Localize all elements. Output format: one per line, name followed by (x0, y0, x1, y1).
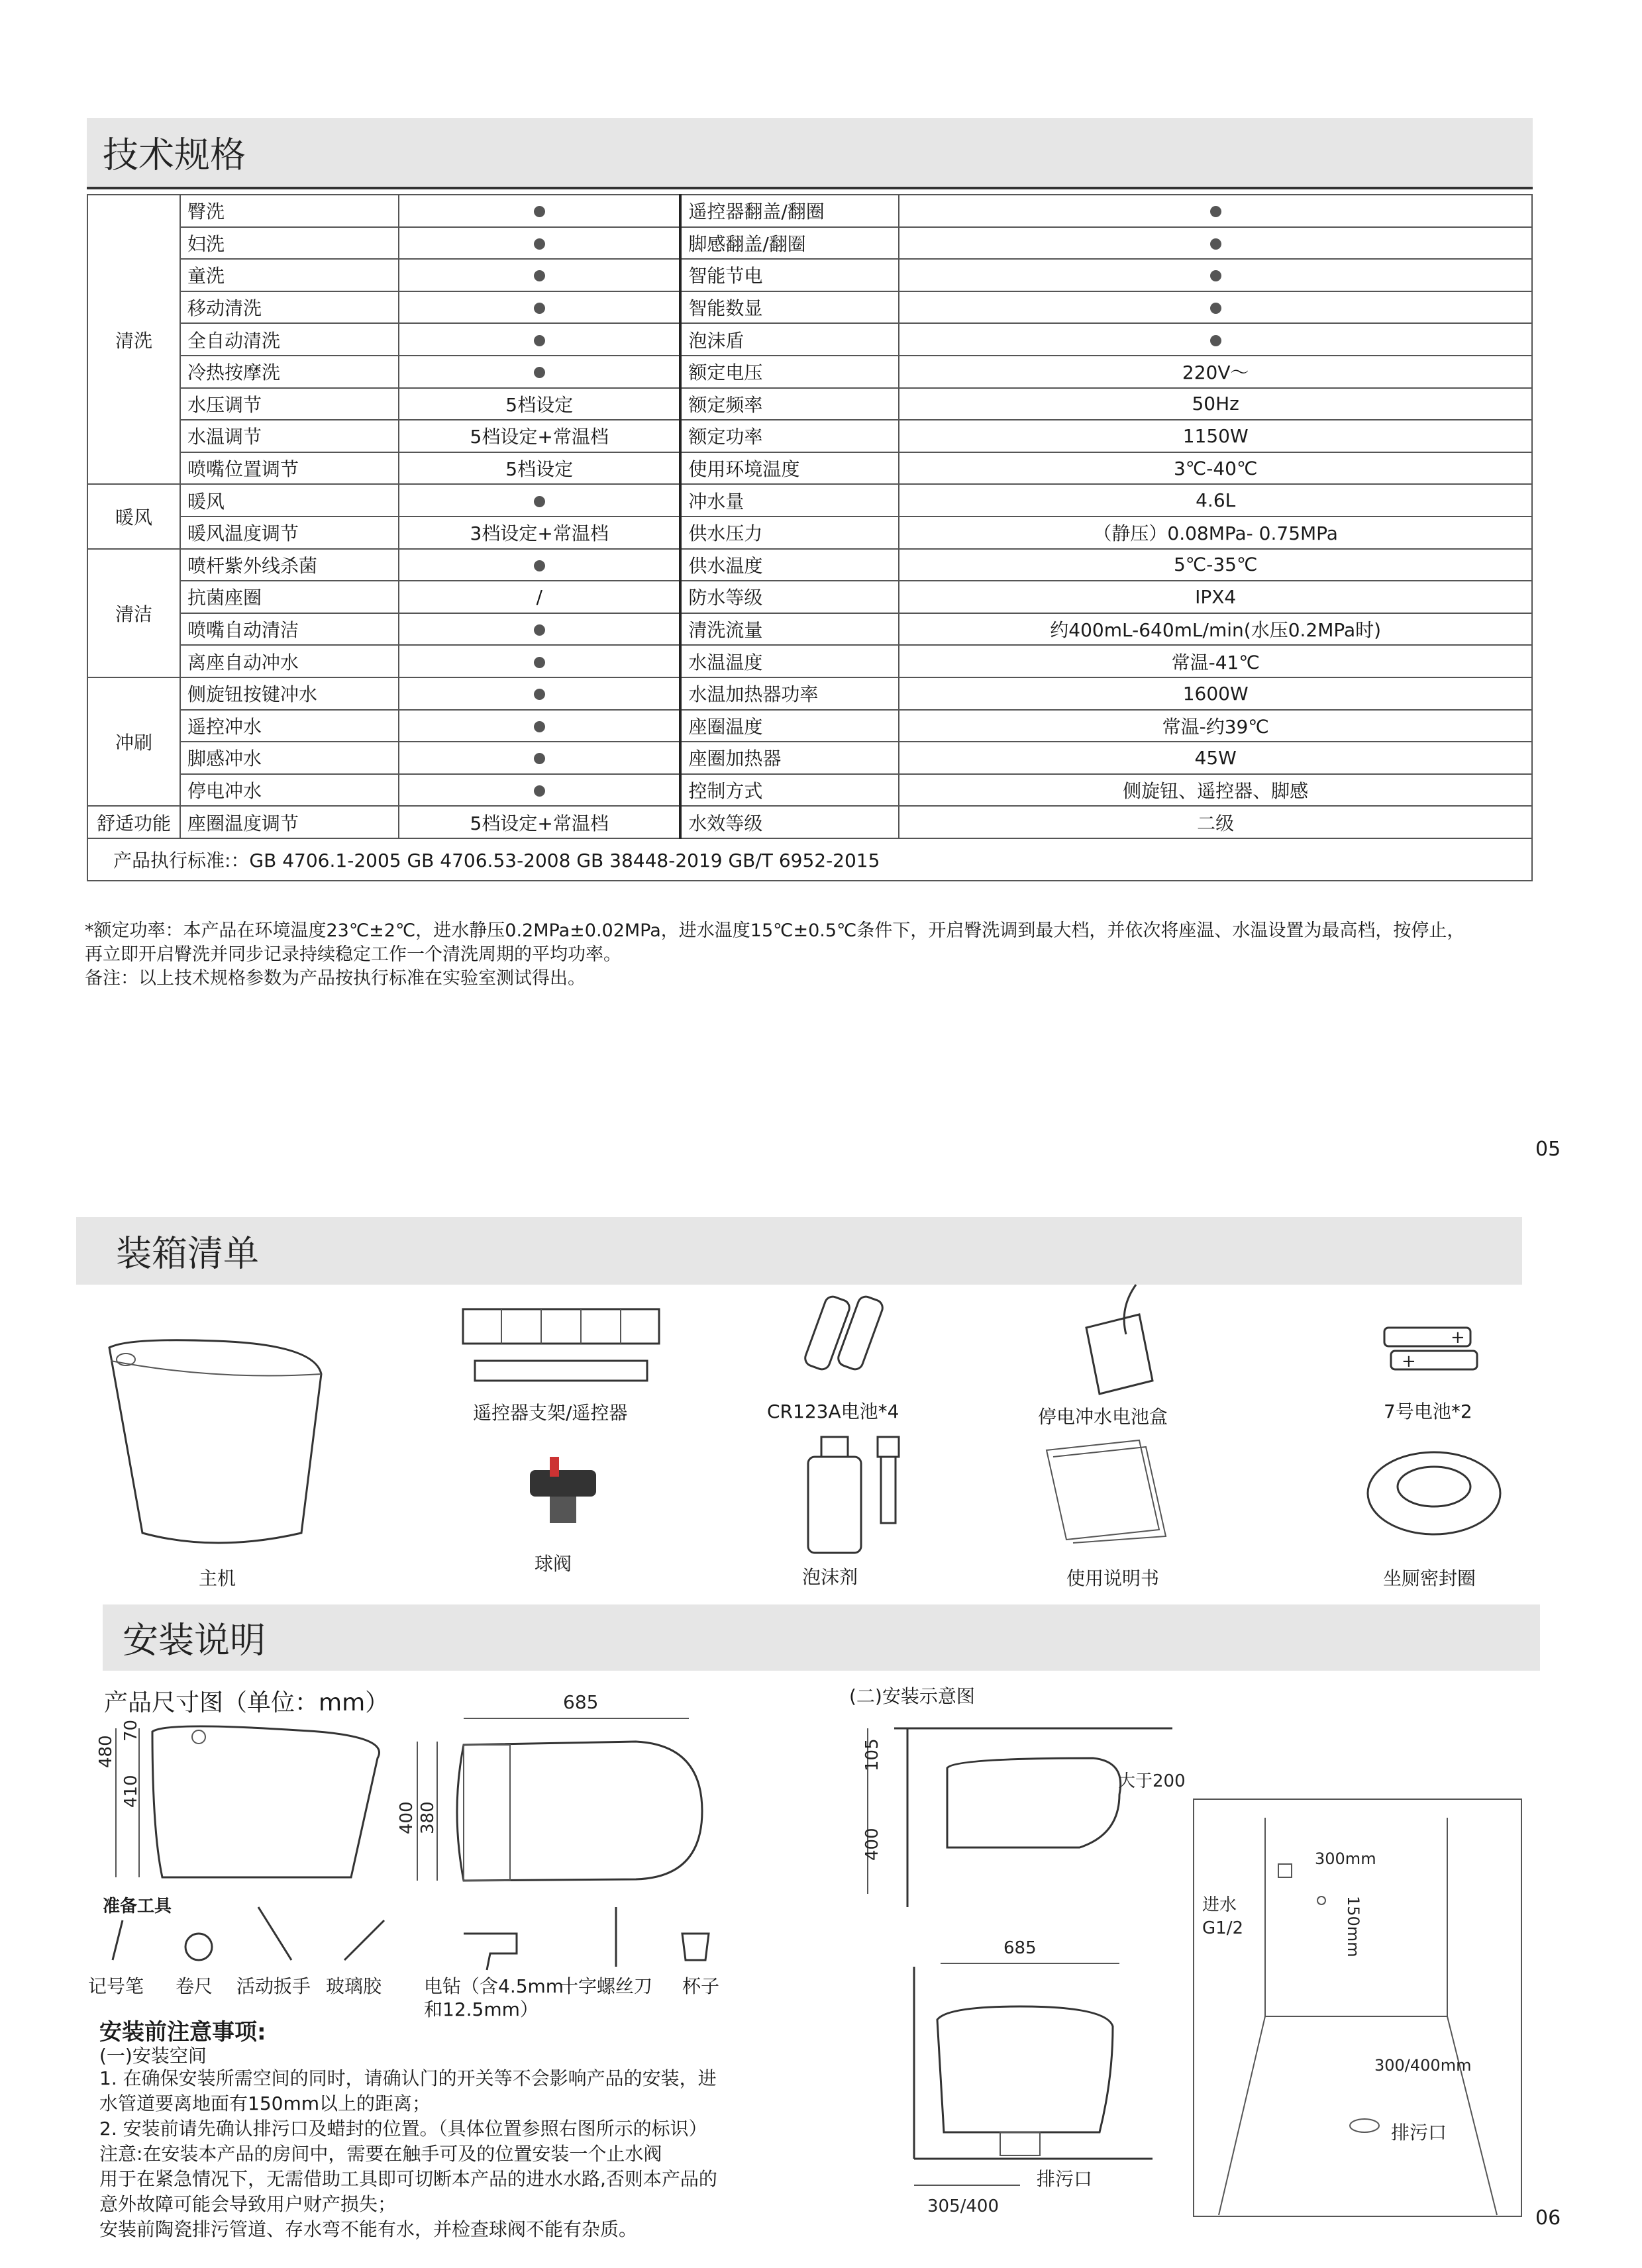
spec-row (87, 484, 1532, 517)
spec-header (87, 118, 1533, 187)
item-aaa: 7号电池*2 (1384, 1401, 1472, 1422)
space-title: (一)安装空间 (99, 2045, 207, 2067)
supported-dot-icon (534, 721, 545, 732)
spec-value-dot (399, 484, 680, 517)
install-note-line: 注意:在安装本产品的房间中，需要在触手可及的位置安装一个止水阀 (99, 2143, 662, 2165)
install-header (103, 1604, 1540, 1671)
spec-name: 喷嘴自动清洁 (180, 613, 399, 646)
pre-install-title: 安装前注意事项: (99, 2019, 266, 2046)
page-number-05: 05 (1535, 1138, 1561, 1161)
spec-value-dot (399, 774, 680, 807)
tape-icon (185, 1934, 212, 1960)
diag-105: 105 (862, 1738, 882, 1771)
spec-name: 座圈加热器 (680, 742, 899, 774)
spec-value: 4.6L (899, 484, 1532, 517)
item-main: 主机 (199, 1567, 236, 1589)
aaa-battery-illustration (1378, 1324, 1484, 1377)
spec-value-dot (399, 356, 680, 388)
tool-drill: 电钻（含4.5mm (424, 1975, 564, 1997)
spec-name: 脚感翻盖/翻圈 (680, 227, 899, 260)
install-note-line: 用于在紧急情况下，无需借助工具即可切断本产品的进水水路,否则本产品的 (99, 2168, 717, 2190)
supported-dot-icon (534, 785, 545, 797)
spec-name: 暖风温度调节 (180, 517, 399, 549)
spec-name: 清洗流量 (680, 613, 899, 646)
supported-dot-icon (534, 496, 545, 507)
spec-value: （静压）0.08MPa- 0.75MPa (899, 517, 1532, 549)
dim-400: 400 (397, 1801, 417, 1834)
supported-dot-icon (534, 206, 545, 217)
spec-name: 水效等级 (680, 806, 899, 838)
spec-value: 常温-约39℃ (899, 710, 1532, 742)
spec-value: 50Hz (899, 388, 1532, 420)
spec-category: 暖风 (87, 484, 180, 548)
spec-name: 泡沫盾 (680, 323, 899, 356)
cr123a-battery-illustration (808, 1283, 888, 1383)
spec-name: 额定电压 (680, 356, 899, 388)
ball-valve-illustration (510, 1450, 616, 1536)
tools-icons (93, 1894, 729, 1973)
spec-value: 45W (899, 742, 1532, 774)
toilet-main-illustration (103, 1334, 328, 1553)
dimension-side-view (96, 1718, 397, 1884)
drill-icon (464, 1934, 517, 1970)
spec-name: 水温加热器功率 (680, 677, 899, 710)
spec-value: 3℃-40℃ (899, 452, 1532, 485)
spec-name: 童洗 (180, 259, 399, 291)
spec-name: 脚感冲水 (180, 742, 399, 774)
spec-value: 220V～ (899, 356, 1532, 388)
note-rated-power-2: 再立即开启臀洗并同步记录持续稳定工作一个清洗周期的平均功率。 (85, 944, 621, 965)
spec-row (87, 195, 1532, 227)
diag-400: 400 (862, 1828, 882, 1861)
spec-row (87, 227, 1532, 260)
item-cr123a: CR123A电池*4 (767, 1401, 899, 1422)
diag-300-400mm: 300/400mm (1374, 2056, 1472, 2075)
dim-380: 380 (418, 1801, 438, 1834)
diag-inlet: 进水 (1202, 1895, 1237, 1915)
supported-dot-icon (1210, 335, 1221, 346)
dim-410: 410 (121, 1775, 141, 1808)
spec-value-dot (399, 291, 680, 324)
spec-value: 5档设定+常温档 (399, 420, 680, 452)
cup-icon (682, 1934, 709, 1960)
spec-name: 使用环境温度 (680, 452, 899, 485)
spec-row (87, 259, 1532, 291)
diag-685: 685 (1003, 1938, 1037, 1958)
spec-value: 3档设定+常温档 (399, 517, 680, 549)
tool-glue: 玻璃胶 (326, 1975, 382, 1997)
spec-row (87, 420, 1532, 452)
spec-name: 臀洗 (180, 195, 399, 227)
item-foam: 泡沫剂 (802, 1566, 858, 1588)
spec-row (87, 677, 1532, 710)
spec-value: 5档设定+常温档 (399, 806, 680, 838)
supported-dot-icon (1210, 303, 1221, 314)
pen-icon (113, 1920, 123, 1960)
spec-name: 座圈温度 (680, 710, 899, 742)
spec-value-dot (899, 195, 1532, 227)
diag-150mm: 150mm (1344, 1896, 1362, 1957)
spec-name: 离座自动冲水 (180, 645, 399, 677)
spec-name: 妇洗 (180, 227, 399, 260)
spec-value-dot (399, 323, 680, 356)
spec-value-dot (399, 677, 680, 710)
tool-cup: 杯子 (682, 1975, 720, 1997)
spec-name: 遥控冲水 (180, 710, 399, 742)
spec-category: 舒适功能 (87, 806, 180, 838)
spec-row (87, 710, 1532, 742)
spec-name: 水温调节 (180, 420, 399, 452)
spec-category: 清洁 (87, 549, 180, 677)
spec-name: 冷热按摩洗 (180, 356, 399, 388)
spec-title: 技术规格 (103, 134, 246, 176)
supported-dot-icon (534, 238, 545, 250)
supported-dot-icon (534, 270, 545, 281)
spec-value: 常温-41℃ (899, 645, 1532, 677)
supported-dot-icon (534, 624, 545, 636)
supported-dot-icon (1210, 206, 1221, 217)
spec-name: 全自动清洗 (180, 323, 399, 356)
spec-row (87, 517, 1532, 549)
spec-name: 遥控器翻盖/翻圈 (680, 195, 899, 227)
install-diagram-floor (888, 1934, 1172, 2225)
supported-dot-icon (534, 303, 545, 314)
spec-row (87, 323, 1532, 356)
diag-300mm: 300mm (1315, 1849, 1376, 1868)
install-note-line: 安装前陶瓷排污管道、存水弯不能有水，并检查球阀不能有杂质。 (99, 2218, 638, 2240)
spec-value: / (399, 581, 680, 613)
item-remote: 遥控器支架/遥控器 (473, 1402, 628, 1424)
spec-category: 清洗 (87, 195, 180, 484)
install-note-line: 意外故障可能会导致用户财产损失； (99, 2193, 397, 2215)
supported-dot-icon (534, 560, 545, 571)
spec-value: 1600W (899, 677, 1532, 710)
supported-dot-icon (534, 689, 545, 700)
spec-name: 水温温度 (680, 645, 899, 677)
spec-name: 喷嘴位置调节 (180, 452, 399, 485)
spec-name: 座圈温度调节 (180, 806, 399, 838)
svg-text:+: + (1451, 1328, 1465, 1348)
spec-value: 5档设定 (399, 452, 680, 485)
dim-685: 685 (563, 1691, 599, 1713)
supported-dot-icon (534, 335, 545, 346)
tool-screwdriver: 十字螺丝刀 (560, 1975, 653, 1997)
spec-value: 1150W (899, 420, 1532, 452)
diag-drain: 排污口 (1037, 2168, 1093, 2190)
item-manual: 使用说明书 (1066, 1567, 1160, 1589)
spec-name: 侧旋钮按键冲水 (180, 677, 399, 710)
spec-value-dot (399, 259, 680, 291)
spec-name: 智能节电 (680, 259, 899, 291)
packing-header (76, 1217, 1522, 1285)
spec-name: 水压调节 (180, 388, 399, 420)
item-seal: 坐厕密封圈 (1383, 1567, 1476, 1589)
install-note-line: 1. 在确保安装所需空间的同时，请确认门的开关等不会影响产品的安装，进 (99, 2067, 717, 2089)
spec-row (87, 806, 1532, 838)
tool-tape: 卷尺 (176, 1975, 213, 1997)
dim-70: 70 (121, 1719, 141, 1742)
spec-value: 侧旋钮、遥控器、脚感 (899, 774, 1532, 807)
spec-value-dot (399, 549, 680, 581)
spec-value-dot (899, 323, 1532, 356)
supported-dot-icon (534, 367, 545, 378)
diag-305: 305/400 (927, 2196, 1000, 2216)
wrench-icon (258, 1907, 291, 1960)
spec-value-dot (399, 742, 680, 774)
battery-box-illustration (1073, 1281, 1166, 1401)
spec-header-rule (87, 187, 1533, 189)
spec-value-dot (399, 227, 680, 260)
install-note-line: 水管道要离地面有150mm以上的距离； (99, 2093, 431, 2114)
manual-illustration (1040, 1437, 1172, 1543)
supported-dot-icon (1210, 270, 1221, 281)
spec-row (87, 645, 1532, 677)
diagram-title: (二)安装示意图 (849, 1685, 975, 1707)
note-rated-power: *额定功率：本产品在环境温度23℃±2℃，进水静压0.2MPa±0.02MPa，进水温度15℃±0.5℃条件下，开启臀洗调到最大档，并依次将座温、水温设置为最高档，按停止， (85, 920, 1465, 941)
spec-value-dot (899, 291, 1532, 324)
install-note-line: 2. 安装前请先确认排污口及蜡封的位置。（具体位置参照右图所示的标识） (99, 2118, 707, 2140)
foam-illustration (801, 1430, 921, 1556)
spec-value: 二级 (899, 806, 1532, 838)
install-notes (99, 2066, 717, 2242)
diag-g12: G1/2 (1202, 1918, 1243, 1938)
standards-line: 产品执行标准:：GB 4706.1-2005 GB 4706.53-2008 GB 38448-2019 GB/T 6952-2015 (87, 838, 1532, 881)
spec-name: 智能数显 (680, 291, 899, 324)
dim-title: 产品尺寸图（单位：mm） (104, 1689, 389, 1716)
spec-name: 喷杆紫外线杀菌 (180, 549, 399, 581)
seal-ring-illustration (1364, 1447, 1504, 1546)
spec-name: 暖风 (180, 484, 399, 517)
supported-dot-icon (534, 753, 545, 764)
spec-name: 移动清洗 (180, 291, 399, 324)
spec-name: 额定频率 (680, 388, 899, 420)
tool-pen: 记号笔 (88, 1975, 144, 1997)
spec-name: 防水等级 (680, 581, 899, 613)
spec-value-dot (399, 710, 680, 742)
item-valve: 球阀 (535, 1553, 572, 1575)
spec-value: 5档设定 (399, 388, 680, 420)
note-remark: 备注：以上技术规格参数为产品按执行标准在实验室测试得出。 (85, 968, 586, 989)
spec-category: 冲刷 (87, 677, 180, 806)
spec-row (87, 356, 1532, 388)
spec-name: 供水温度 (680, 549, 899, 581)
spec-name: 额定功率 (680, 420, 899, 452)
page-number-06: 06 (1535, 2206, 1561, 2230)
spec-name: 供水压力 (680, 517, 899, 549)
spec-value-dot (899, 259, 1532, 291)
tool-drill-2: 和12.5mm） (424, 1998, 539, 2020)
spec-name: 停电冲水 (180, 774, 399, 807)
remote-illustration (462, 1308, 660, 1394)
glue-icon (344, 1920, 384, 1960)
supported-dot-icon (534, 657, 545, 668)
spec-name: 冲水量 (680, 484, 899, 517)
spec-row (87, 291, 1532, 324)
spec-row (87, 452, 1532, 485)
packing-title: 装箱清单 (116, 1232, 259, 1275)
tools-title: 准备工具 (103, 1897, 172, 1916)
diag-gt200: 大于200 (1118, 1771, 1186, 1791)
spec-value: 5℃-35℃ (899, 549, 1532, 581)
spec-row (87, 742, 1532, 774)
tool-wrench: 活动扳手 (236, 1975, 311, 1997)
spec-row (87, 581, 1532, 613)
spec-value-dot (399, 195, 680, 227)
spec-value-dot (399, 645, 680, 677)
spec-value-dot (399, 613, 680, 646)
install-diagram-wall (854, 1708, 1212, 1920)
spec-value: 约400mL-640mL/min(水压0.2MPa时) (899, 613, 1532, 646)
dim-480: 480 (96, 1735, 116, 1768)
svg-text:+: + (1402, 1352, 1416, 1371)
install-diagram-room (1192, 1798, 1523, 2222)
spec-row (87, 613, 1532, 646)
spec-row (87, 549, 1532, 581)
diag-drain-2: 排污口 (1391, 2122, 1447, 2144)
spec-name: 抗菌座圈 (180, 581, 399, 613)
install-title: 安装说明 (123, 1619, 266, 1661)
supported-dot-icon (1210, 238, 1221, 250)
item-battery-box: 停电冲水电池盒 (1038, 1406, 1168, 1428)
spec-value-dot (899, 227, 1532, 260)
spec-value: IPX4 (899, 581, 1532, 613)
spec-row (87, 388, 1532, 420)
spec-name: 控制方式 (680, 774, 899, 807)
spec-row (87, 774, 1532, 807)
spec-table (87, 194, 1533, 881)
dimension-top-view (397, 1691, 715, 1887)
